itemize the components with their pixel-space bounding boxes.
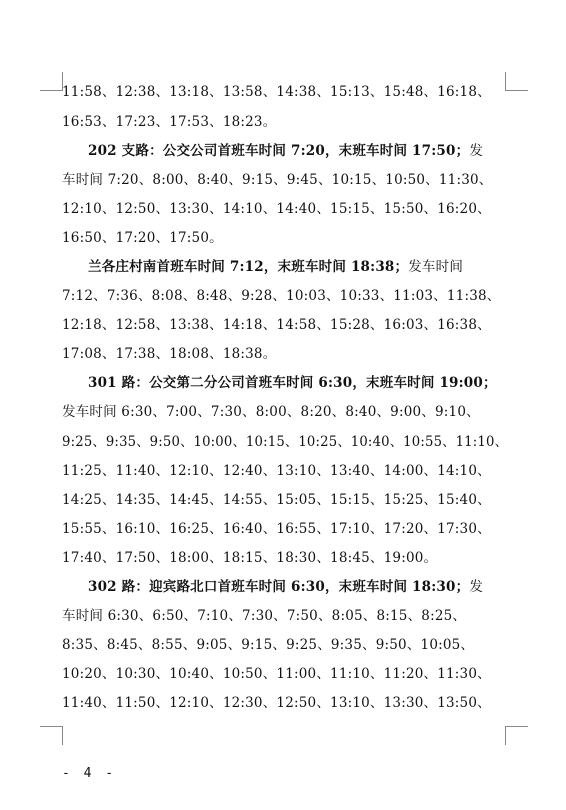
schedule-text: 10:20、10:30、10:40、10:50、11:00、11:10、11:20、11:30、 bbox=[62, 666, 491, 682]
corner-mark-top-left bbox=[40, 72, 63, 91]
schedule-text: 17:08、17:38、18:08、18:38。 bbox=[62, 346, 277, 362]
schedule-text: 发车时间 bbox=[408, 259, 464, 275]
page-number: - 4 - bbox=[62, 766, 117, 781]
corner-mark-top-right bbox=[505, 72, 528, 91]
schedule-text: 车时间 7:20、8:00、8:40、9:15、9:45、10:15、10:50、11:30、 bbox=[62, 172, 493, 188]
schedule-text: 16:50、17:20、17:50。 bbox=[62, 230, 223, 246]
route-heading: 兰各庄村南首班车时间 7:12，末班车时间 18:38； bbox=[88, 259, 409, 275]
schedule-text: 车时间 6:30、6:50、7:10、7:30、7:50、8:05、8:15、8:25、 bbox=[62, 608, 467, 624]
schedule-text: 11:25、11:40、12:10、12:40、13:10、13:40、14:00、14:10、 bbox=[62, 463, 491, 479]
schedule-text: 14:25、14:35、14:45、14:55、15:05、15:15、15:25、15:40、 bbox=[62, 492, 491, 508]
schedule-text: 12:18、12:58、13:38、14:18、14:58、15:28、16:03、16:38、 bbox=[62, 317, 491, 333]
route-heading: 301 路：公交第二分公司首班车时间 6:30，末班车时间 19:00； bbox=[88, 375, 497, 391]
schedule-text: 11:40、11:50、12:10、12:30、12:50、13:10、13:30、13:50、 bbox=[62, 695, 491, 711]
schedule-text: 16:53、17:23、17:53、18:23。 bbox=[62, 114, 277, 130]
schedule-text: 11:58、12:38、13:18、13:58、14:38、15:13、15:48、16:18、 bbox=[62, 84, 491, 100]
route-heading: 302 路：迎宾路北口首班车时间 6:30，末班车时间 18:30； bbox=[88, 579, 470, 595]
route-heading: 202 支路：公交公司首班车时间 7:20，末班车时间 17:50； bbox=[88, 143, 470, 159]
schedule-text: 发车时间 6:30、7:00、7:30、8:00、8:20、8:40、9:00、9:10、 bbox=[62, 404, 480, 420]
schedule-text: 17:40、17:50、18:00、18:15、18:30、18:45、19:00。 bbox=[62, 550, 438, 566]
schedule-text: 8:35、8:45、8:55、9:05、9:15、9:25、9:35、9:50、10:05、 bbox=[62, 637, 475, 653]
schedule-text: 发 bbox=[469, 143, 484, 159]
schedule-text: 9:25、9:35、9:50、10:00、10:15、10:25、10:40、10:55、11:10、 bbox=[62, 434, 508, 450]
corner-mark-bottom-left bbox=[40, 726, 63, 745]
corner-mark-bottom-right bbox=[505, 726, 528, 745]
schedule-text: 12:10、12:50、13:30、14:10、14:40、15:15、15:50、16:20、 bbox=[62, 201, 491, 217]
schedule-text: 15:55、16:10、16:25、16:40、16:55、17:10、17:20、17:30、 bbox=[62, 521, 491, 537]
schedule-text: 7:12、7:36、8:08、8:48、9:28、10:03、10:33、11:03、11:38、 bbox=[62, 288, 501, 304]
schedule-text: 发 bbox=[469, 579, 484, 595]
